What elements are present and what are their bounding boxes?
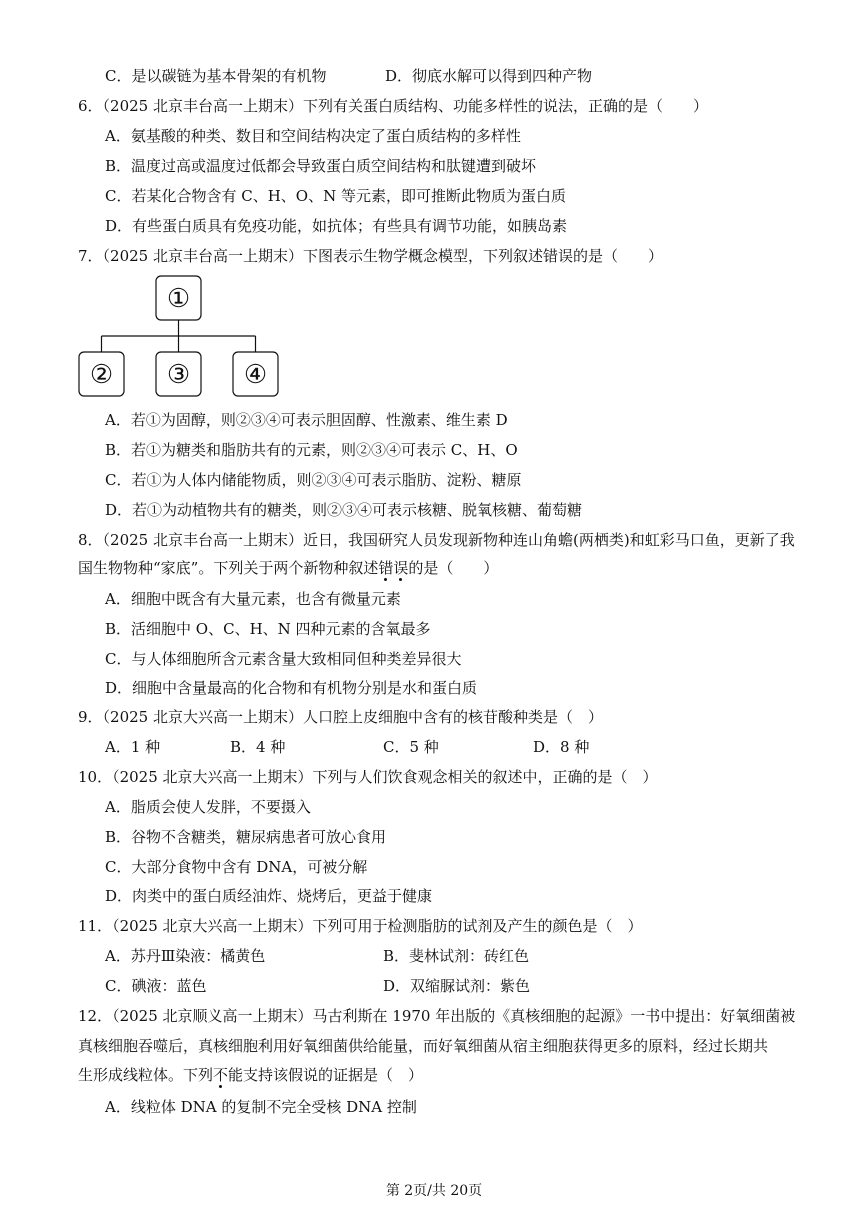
q8-stem2-post: 的是（ ） (408, 559, 499, 577)
q6-option-a: A．氨基酸的种类、数目和空间结构决定了蛋白质结构的多样性 (105, 127, 521, 145)
q8-emphasis-2: 误 (393, 559, 409, 577)
q10-stem: 10．（2025 北京大兴高一上期末）下列与人们饮食观念相关的叙述中，正确的是（ ） (78, 768, 658, 786)
q11-option-c: C．碘液：蓝色 (105, 977, 207, 995)
q12-stem-line1: 12．（2025 北京顺义高一上期末）马古利斯在 1970 年出版的《真核细胞的起源》一书中提出：好氧细菌被 (78, 1007, 796, 1025)
concept-model-diagram (75, 272, 285, 402)
q6-option-d: D．有些蛋白质具有免疫功能，如抗体；有些具有调节功能，如胰岛素 (105, 217, 568, 235)
q6-option-b: B．温度过高或温度过低都会导致蛋白质空间结构和肽键遭到破坏 (105, 157, 537, 175)
q10-option-b: B．谷物不含糖类，糖尿病患者可放心食用 (105, 828, 387, 846)
q12-option-a: A．线粒体 DNA 的复制不完全受核 DNA 控制 (105, 1098, 417, 1116)
q11-option-d: D．双缩脲试剂：紫色 (383, 977, 531, 995)
q6-option-c: C．若某化合物含有 C、H、O、N 等元素，即可推断此物质为蛋白质 (105, 187, 566, 205)
q10-option-d: D．肉类中的蛋白质经油炸、烧烤后，更益于健康 (105, 887, 433, 905)
q9-option-c: C．5 种 (383, 738, 439, 756)
q9-option-d: D．8 种 (533, 738, 590, 756)
diagram-label-3: ③ (166, 360, 191, 390)
q11-stem: 11．（2025 北京大兴高一上期末）下列可用于检测脂肪的试剂及产生的颜色是（ ） (78, 917, 643, 935)
q5-option-c: C．是以碳链为基本骨架的有机物 (105, 67, 327, 85)
q8-option-b: B．活细胞中 O、C、H、N 四种元素的含氧最多 (105, 620, 431, 638)
q8-option-c: C．与人体细胞所含元素含量大致相同但种类差异很大 (105, 650, 462, 668)
diagram-label-1: ① (166, 284, 191, 314)
q10-option-c: C．大部分食物中含有 DNA，可被分解 (105, 858, 368, 876)
q8-option-d: D．细胞中含量最高的化合物和有机物分别是水和蛋白质 (105, 679, 478, 697)
q8-stem-line2 (78, 558, 498, 578)
q5-option-d: D．彻底水解可以得到四种产物 (385, 67, 593, 85)
diagram-label-2: ② (89, 360, 114, 390)
q12-stem3-pre: 生形成线粒体。下列 (78, 1066, 214, 1084)
q7-option-a: A．若①为固醇，则②③④可表示胆固醇、性激素、维生素 D (105, 411, 508, 429)
q7-option-d: D．若①为动植物共有的糖类，则②③④可表示核糖、脱氧核糖、葡萄糖 (105, 501, 583, 519)
q12-stem-line3 (78, 1065, 423, 1085)
q8-stem2-pre: 国生物物种“家底”。下列关于两个新物种叙述 (78, 559, 379, 577)
q10-option-a: A．脂质会使人发胖，不要摄入 (105, 798, 311, 816)
q11-option-b: B．斐林试剂：砖红色 (383, 947, 530, 965)
q7-option-b: B．若①为糖类和脂肪共有的元素，则②③④可表示 C、H、O (105, 441, 518, 459)
q6-stem: 6．（2025 北京丰台高一上期末）下列有关蛋白质结构、功能多样性的说法，正确的是（ ） (78, 97, 708, 115)
q9-option-b: B．4 种 (230, 738, 286, 756)
q12-stem3-post: 能支持该假说的证据是（ ） (228, 1066, 424, 1084)
q7-option-c: C．若①为人体内储能物质，则②③④可表示脂肪、淀粉、糖原 (105, 471, 522, 489)
q7-stem: 7．（2025 北京丰台高一上期末）下图表示生物学概念模型，下列叙述错误的是（ ） (78, 247, 663, 265)
q8-stem-line1: 8．（2025 北京丰台高一上期末）近日，我国研究人员发现新物种连山角蟾(两栖类)和虹彩马口鱼，更新了我 (78, 531, 795, 549)
q9-option-a: A．1 种 (105, 738, 161, 756)
q8-option-a: A．细胞中既含有大量元素，也含有微量元素 (105, 590, 401, 608)
q12-stem-line2: 真核细胞吞噬后，真核细胞利用好氧细菌供给能量，而好氧细菌从宿主细胞获得更多的原料，经过长期共 (78, 1037, 769, 1055)
q11-option-a: A．苏丹Ⅲ染液：橘黄色 (105, 947, 266, 965)
q8-emphasis-1: 错 (378, 559, 394, 577)
page-footer: 第 2页/共 20页 (385, 1183, 483, 1199)
q9-stem: 9．（2025 北京大兴高一上期末）人口腔上皮细胞中含有的核苷酸种类是（ ） (78, 708, 603, 726)
q12-emphasis: 不 (213, 1066, 229, 1084)
diagram-label-4: ④ (243, 360, 268, 390)
